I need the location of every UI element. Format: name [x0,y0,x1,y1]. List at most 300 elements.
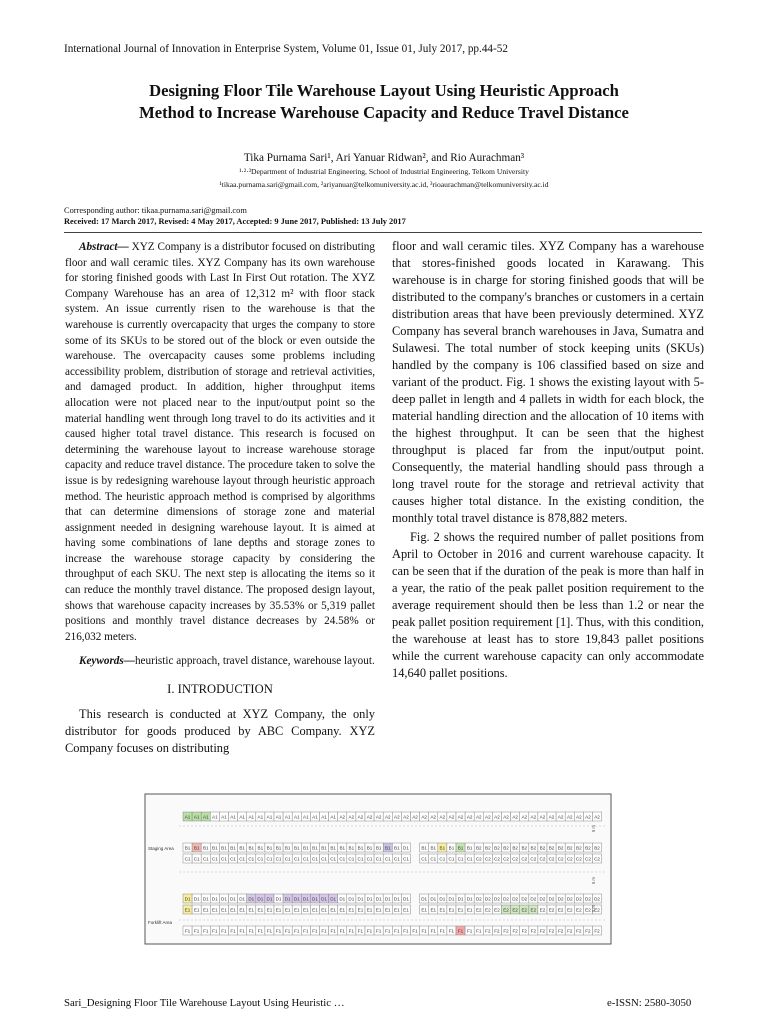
slot-label: E1 [293,907,300,913]
abstract-label: Abstract— [79,241,129,253]
slot-label: B1 [248,845,255,851]
slot-label: F2 [521,928,527,934]
slot-label: B1 [221,845,227,851]
slot-label: D1 [403,845,409,851]
slot-label: B2 [576,845,582,851]
slot-label: C2 [585,856,591,862]
slot-label: F1 [330,928,336,934]
slot-label: C1 [403,856,409,862]
slot-label: A2 [375,814,382,820]
slot-label: D2 [503,896,509,902]
slot-label: E2 [557,907,564,913]
slot-label: A1 [303,814,309,820]
slot-label: C2 [475,856,482,862]
slot-label: E1 [230,907,236,913]
slot-label: E1 [457,907,464,913]
slot-label: D1 [448,896,455,902]
slot-label: F1 [448,928,455,934]
slot-label: F1 [366,928,373,934]
slot-label: B1 [375,845,382,851]
slot-label: D1 [230,896,236,902]
slot-label: E2 [530,907,537,913]
slot-label: E1 [248,907,255,913]
slot-label: C2 [494,856,500,862]
slot-label: E2 [539,907,546,913]
slot-label: F1 [357,928,364,934]
intro-paragraph-2: Fig. 2 shows the required number of pallet positions from April to October in 2016 and current warehouse capacity. It can be seen that if the duration of the peak is more than half in a year, the ratio of the peak pallet position requirement to the average requirement should then be less than 1.2 or near the peak pallet position requirement [1]. Thus, with this condition, the warehouse at least has to store 19,843 pallet positions while the current warehouse capacity can only accommodate 14,640 pallet positions. [392,530,704,680]
slot-label: E1 [303,907,309,913]
slot-label: E2 [475,907,482,913]
slot-label: C1 [430,856,437,862]
publication-dates: Received: 17 March 2017, Revised: 4 May 2017, Accepted: 9 June 2017, Published: 13 July 2017 [64,217,406,226]
slot-label: F1 [257,928,264,934]
slot-label: C1 [266,856,273,862]
slot-label: B1 [439,845,446,851]
slot-label: A2 [494,814,500,820]
slot-label: A2 [412,814,418,820]
slot-label: E1 [366,907,373,913]
slot-label: F1 [457,928,464,934]
slot-label: E1 [193,907,200,913]
slot-label: A2 [348,814,355,820]
slot-label: C2 [530,856,537,862]
abstract [65,240,375,645]
slot-label: A2 [539,814,546,820]
slot-label: A1 [293,814,300,820]
slot-label: D2 [475,896,482,902]
slot-label: A1 [193,814,200,820]
slot-label: C1 [466,856,473,862]
slot-label: F2 [585,928,591,934]
dimension-label: 5 m [591,877,596,884]
slot-label: C2 [521,856,528,862]
slot-label: F2 [530,928,537,934]
slot-label: E1 [348,907,355,913]
slot-label: E1 [284,907,291,913]
slot-label: E1 [439,907,446,913]
slot-label: A2 [521,814,528,820]
slot-label: B2 [530,845,537,851]
slot-label: B1 [293,845,300,851]
slot-label: C1 [366,856,373,862]
footer-issn: e-ISSN: 2580-3050 [607,997,692,1009]
slot-label: A2 [512,814,518,820]
slot-label: C1 [239,856,246,862]
intro-paragraph-continued: floor and wall ceramic tiles. XYZ Company has a warehouse that stores-finished goods located in Karawang. This warehouse is in charge for storing finished goods that will be distributed to the company's branches or customers in a certain distribution areas that have been previously determined. XYZ Company has several branch warehouses in Java, Sumatra and Sulawesi. The total number of stock keeping units (SKUs) handled by the company is 106 classified based on size and variant of the product. Fig. 1 shows the existing layout with 5-deep pallet in length and 4 pallets in width for each block, the material handling direction and the allocation of 10 items with the highest throughput. It can be seen that the highest throughput is placed far from the input/output point. Consequently, the material handling should pass through a long travel route for the storage and retrieval activity that causes higher total distance. In the existing condition, the monthly total travel distance is 878,882 meters. [392,239,704,525]
slot-label: E2 [566,907,573,913]
slot-label: E2 [548,907,555,913]
left-column [65,240,375,757]
slot-label: D1 [357,896,364,902]
slot-label: D1 [302,896,309,902]
slot-label: D2 [585,896,591,902]
warehouse-layout-figure [143,788,627,956]
slot-label: F1 [303,928,309,934]
slot-label: C1 [221,856,227,862]
slot-label: F2 [512,928,518,934]
slot-label: A2 [503,814,509,820]
slot-label: B1 [275,845,282,851]
slot-label: A2 [548,814,555,820]
slot-label: F2 [539,928,546,934]
slot-label: E1 [394,907,400,913]
slot-label: C1 [384,856,391,862]
slot-label: F1 [403,928,409,934]
slot-label: C1 [375,856,382,862]
slot-label: A1 [257,814,264,820]
slot-label: F1 [439,928,446,934]
slot-label: B1 [339,845,346,851]
slot-label: F1 [221,928,227,934]
slot-label: B1 [330,845,336,851]
slot-label: F1 [412,928,418,934]
slot-label: B2 [512,845,518,851]
slot-label: D2 [512,896,519,902]
slot-label: A1 [266,814,273,820]
slot-label: A2 [430,814,437,820]
author-emails: ¹tikaa.purnama.sari@gmail.com, ²ariyanuar@telkomuniversity.ac.id, ³rioaurachman@telkomuniversity.ac.id [219,180,549,189]
intro-paragraph-start: This research is conducted at XYZ Company, the only distributor for goods produced by ABC Company. XYZ Company focuses on distributing [65,706,375,755]
slot-label: B2 [485,845,491,851]
slot-label: F1 [394,928,400,934]
slot-label: C1 [393,856,400,862]
slot-label: C2 [575,856,582,862]
slot-label: E1 [239,907,245,913]
slot-label: B1 [394,845,400,851]
slot-label: C1 [457,856,464,862]
slot-label: D1 [248,896,255,902]
slot-label: D1 [403,896,409,902]
slot-label: C1 [202,856,209,862]
slot-label: F2 [548,928,555,934]
slot-label: E1 [275,907,282,913]
slot-label: A2 [475,814,482,820]
slot-label: D1 [239,896,246,902]
slot-label: F1 [275,928,282,934]
slot-label: A2 [357,814,364,820]
forklift-area-label: Forklift Area [148,920,173,925]
slot-label: A1 [275,814,282,820]
affiliation: ¹·²·³Department of Industrial Engineering, School of Industrial Engineering, Telkom University [239,167,529,176]
slot-label: A1 [184,814,191,820]
slot-label: D1 [202,896,209,902]
keywords-text: heuristic approach, travel distance, warehouse layout. [134,655,375,668]
slot-label: C2 [548,856,555,862]
slot-label: D1 [193,896,200,902]
slot-label: A2 [594,814,600,820]
abstract-text: XYZ Company is a distributor focused on distributing floor and wall ceramic tiles. XYZ Company has its own warehouse for storing finished goods with Last In First Out rotation. The XYZ Company Warehouse has an area of 12,312 m² with floor stack system. An issue currently risen to the warehouse is that the warehouse is currently overcapacity that urges the company to store some of its SKUs to be stored out of the block or even outside the warehouse. The overcapacity causes some problems including accessibility problem, distribution of storage and retrieval activities, and damaged product. In addition, higher throughput items allocation were not placed near to the input/output point so the material handling went through long travel to do its activities and it caused higher total travel distance. This research is focused on determining the warehouse layout to increase warehouse storage capacity and reduce travel distance. The procedure taken to solve the issue is by redesigning warehouse layout through heuristic approach method. The heuristic approach method is comprised by algorithms that can determine dimensions of storage zone and material assignment needed in designing warehouse layout. It is aimed at having some combinations of lane depths and storage zones to increase the warehouse storage capacity by considering the throughput of each SKU. The next step is allocating the items so it can reduce the monthly travel distance. The proposed design layout, shows that warehouse capacity increases by 35.53% or 5,319 pallet positions and monthly travel distance decreases by 24.58% or 216,032 meters. [65,241,375,643]
slot-label: F2 [594,928,600,934]
slot-label: D1 [348,896,355,902]
slot-label: D1 [330,896,337,902]
slot-label: D2 [557,896,564,902]
slot-label: E2 [576,907,582,913]
slot-label: E1 [266,907,273,913]
slot-label: F1 [184,928,191,934]
slot-label: B1 [430,845,437,851]
slot-label: A1 [230,814,236,820]
slot-label: E1 [339,907,346,913]
staging-area-label: Staging Area [148,846,174,851]
slot-label: D1 [312,896,318,902]
slot-label: E1 [448,907,455,913]
slot-label: A1 [330,814,336,820]
slot-label: C2 [557,856,564,862]
slot-label: C1 [293,856,300,862]
slot-label: C1 [439,856,446,862]
slot-label: C1 [321,856,327,862]
slot-label: A2 [576,814,582,820]
slot-label: E2 [521,907,528,913]
slot-label: E1 [430,907,437,913]
slot-label: D1 [457,896,464,902]
slot-label: D1 [439,896,446,902]
slot-label: C1 [193,856,200,862]
dimension-label: 5 m [591,905,596,912]
slot-label: F2 [576,928,582,934]
slot-label: B2 [521,845,528,851]
slot-label: B2 [494,845,500,851]
slot-label: A2 [403,814,409,820]
slot-label: A2 [339,814,346,820]
slot-label: D2 [548,896,555,902]
slot-label: D2 [521,896,528,902]
slot-label: D2 [484,896,491,902]
section-heading-introduction: I. INTRODUCTION [167,682,273,697]
slot-label: E1 [421,907,427,913]
slot-label: C1 [257,856,264,862]
slot-label: C1 [330,856,337,862]
slot-label: B1 [384,845,391,851]
slot-label: F2 [503,928,509,934]
keywords [65,654,375,670]
slot-label: C2 [539,856,546,862]
slot-label: A1 [321,814,327,820]
slot-label: A2 [466,814,473,820]
slot-label: C2 [503,856,509,862]
slot-label: B1 [230,845,236,851]
slot-label: C2 [484,856,491,862]
dimension-label: 5 m [591,825,596,832]
slot-label: D1 [384,896,391,902]
slot-label: E2 [512,907,518,913]
slot-label: C1 [357,856,364,862]
slot-label: F1 [284,928,291,934]
slot-label: A2 [530,814,537,820]
slot-label: F2 [557,928,564,934]
slot-label: E1 [384,907,391,913]
slot-label: A1 [221,814,227,820]
slot-label: E1 [466,907,473,913]
slot-label: C1 [312,856,318,862]
slot-label: E1 [321,907,327,913]
slot-label: F1 [239,928,245,934]
slot-label: D1 [366,896,373,902]
slot-label: F1 [321,928,327,934]
title-line-2: Method to Increase Warehouse Capacity and Reduce Travel Distance [139,103,629,122]
slot-label: E1 [312,907,318,913]
slot-label: F1 [203,928,209,934]
slot-label: F1 [312,928,318,934]
slot-label: D2 [594,896,600,902]
slot-label: E1 [330,907,336,913]
slot-label: D1 [184,896,191,902]
slot-label: C1 [284,856,291,862]
slot-label: A2 [585,814,591,820]
slot-label: F1 [193,928,200,934]
slot-label: D2 [530,896,537,902]
slot-label: B1 [303,845,309,851]
slot-label: B2 [475,845,482,851]
slot-label: E2 [594,907,600,913]
slot-label: F1 [466,928,473,934]
slot-label: A2 [439,814,446,820]
slot-label: E1 [403,907,409,913]
slot-label: D1 [257,896,264,902]
slot-label: B2 [557,845,564,851]
slot-label: D1 [211,896,218,902]
slot-label: C2 [594,856,600,862]
slot-label: B2 [539,845,546,851]
slot-label: B2 [566,845,573,851]
slot-label: B1 [448,845,455,851]
slot-label: B2 [503,845,509,851]
slot-label: C1 [211,856,218,862]
warehouse-layout-drawing [143,788,627,956]
slot-label: D1 [266,896,273,902]
slot-label: F2 [485,928,491,934]
slot-label: D1 [284,896,291,902]
slot-label: E2 [585,907,591,913]
slot-label: B2 [585,845,591,851]
slot-label: E1 [184,907,191,913]
slot-label: F1 [248,928,254,934]
slot-label: E1 [202,907,209,913]
slot-label: D1 [293,896,300,902]
slot-label: F2 [567,928,573,934]
slot-label: D1 [321,896,327,902]
slot-label: E1 [375,907,382,913]
slot-label: B1 [193,845,200,851]
slot-label: B1 [357,845,364,851]
slot-label: D2 [539,896,546,902]
slot-label: D1 [393,896,400,902]
slot-label: D1 [221,896,227,902]
slot-label: B1 [284,845,291,851]
slot-label: C1 [184,856,191,862]
slot-label: F2 [494,928,500,934]
slot-label: F1 [212,928,218,934]
footer-running-title: Sari_Designing Floor Tile Warehouse Layout Using Heuristic … [64,997,345,1009]
slot-label: A1 [202,814,209,820]
slot-label: D1 [466,896,473,902]
slot-label: D2 [575,896,582,902]
slot-label: A1 [312,814,318,820]
slot-label: B2 [548,845,555,851]
slot-label: A2 [457,814,464,820]
journal-header: International Journal of Innovation in Enterprise System, Volume 01, Issue 01, July 2017, pp.44-52 [64,43,508,55]
slot-label: B1 [212,845,218,851]
slot-label: B1 [321,845,327,851]
slot-label: A1 [239,814,245,820]
slot-label: F1 [430,928,436,934]
slot-label: D1 [421,896,428,902]
slot-label: A2 [384,814,391,820]
slot-label: D2 [566,896,573,902]
slot-label: C1 [230,856,236,862]
slot-label: D1 [275,896,282,902]
slot-label: B2 [594,845,600,851]
header-divider [64,232,702,233]
slot-label: C1 [248,856,255,862]
slot-label: E1 [221,907,227,913]
slot-label: A2 [557,814,564,820]
slot-label: B1 [457,845,464,851]
slot-label: F1 [421,928,427,934]
slot-label: E2 [494,907,500,913]
slot-label: B1 [266,845,273,851]
slot-label: A1 [212,814,218,820]
slot-label: C1 [302,856,309,862]
keywords-label: Keywords— [79,655,135,668]
slot-label: C1 [339,856,346,862]
slot-label: A2 [448,814,455,820]
slot-label: C1 [348,856,355,862]
slot-label: C2 [566,856,573,862]
slot-label: A1 [248,814,255,820]
slot-label: B1 [239,845,245,851]
slot-label: D1 [339,896,346,902]
slot-label: B1 [202,845,209,851]
slot-label: B1 [312,845,318,851]
slot-label: D1 [430,896,437,902]
slot-label: E1 [357,907,364,913]
paper-title [40,80,728,124]
slot-label: F1 [339,928,345,934]
corresponding-author: Corresponding author: tikaa.purnama.sari@gmail.com [64,206,247,215]
slot-label: A2 [394,814,400,820]
slot-label: E2 [503,907,509,913]
slot-label: A1 [284,814,291,820]
slot-label: F1 [266,928,273,934]
slot-label: E2 [485,907,491,913]
slot-label: F1 [294,928,300,934]
slot-label: A2 [485,814,491,820]
slot-label: F1 [385,928,391,934]
slot-label: B1 [257,845,264,851]
slot-label: F1 [375,928,382,934]
slot-label: A2 [421,814,427,820]
slot-label: F1 [476,928,482,934]
slot-label: F1 [348,928,355,934]
slot-label: A2 [566,814,573,820]
author-list: Tika Purnama Sari¹, Ari Yanuar Ridwan², and Rio Aurachman³ [243,152,525,164]
slot-label: B1 [184,845,191,851]
slot-label: B1 [348,845,355,851]
slot-label: E1 [212,907,218,913]
slot-label: B1 [466,845,473,851]
slot-label: C1 [448,856,455,862]
slot-label: C2 [512,856,519,862]
slot-label: F1 [230,928,236,934]
slot-label: D1 [375,896,382,902]
slot-label: B1 [366,845,373,851]
slot-label: C1 [421,856,428,862]
slot-label: E1 [257,907,264,913]
slot-label: C1 [275,856,282,862]
title-line-1: Designing Floor Tile Warehouse Layout Using Heuristic Approach [149,81,619,100]
slot-label: A2 [366,814,373,820]
